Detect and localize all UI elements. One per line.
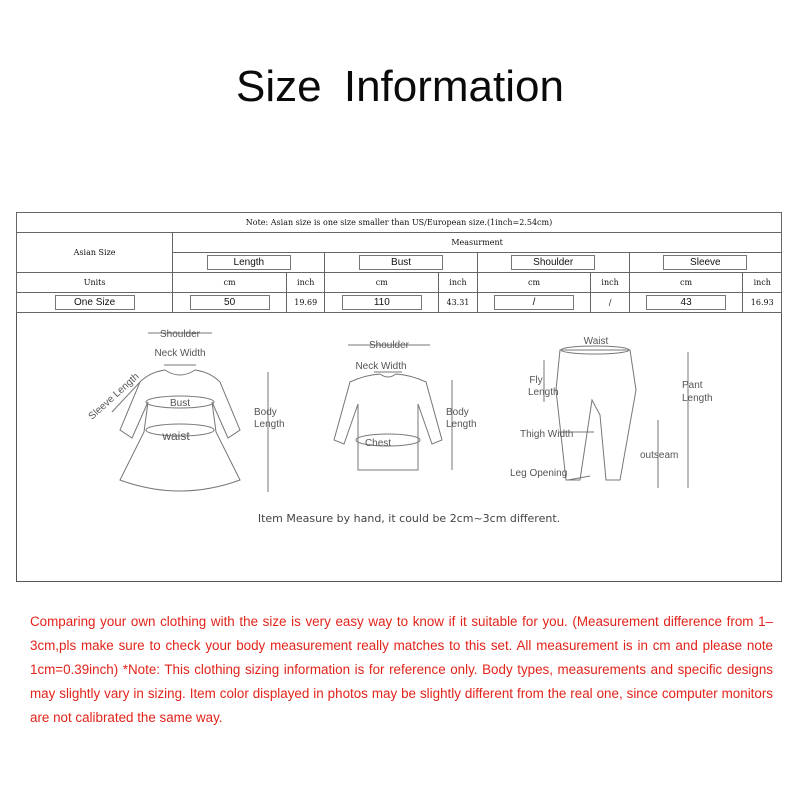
length-header [173,253,325,273]
asian-size-header: Asian Size [17,233,173,273]
pants-fly-label: Fly [529,375,543,386]
length-cm-value: 50 [190,295,270,310]
dress-length-label: Length [254,419,285,430]
shirt-neck-label: Neck Width [355,361,407,372]
table-row [17,293,782,313]
shoulder-cm-value: / [494,295,574,310]
unit-inch: inch [591,273,629,293]
bust-cm-value: 110 [342,295,422,310]
pants-fly-length-label: Length [528,387,559,398]
measurement-header: Measurment [173,233,782,253]
shoulder-label: Shoulder [511,255,595,270]
dress-body-label: Body [254,407,277,418]
dress-shoulder-label: Shoulder [159,329,201,340]
pants-leg-opening-label: Leg Opening [510,468,568,479]
pants-outseam-label: outseam [640,450,679,461]
dress-sleeve-label: Sleeve Length [86,371,142,423]
sleeve-header [629,253,781,273]
unit-cm: cm [477,273,591,293]
unit-inch: inch [743,273,782,293]
pants-thigh-label: Thigh Width [520,429,574,440]
shoulder-inch-value: / [591,293,629,313]
pants-pant-length-label: Length [682,393,713,404]
length-cm-cell [173,293,287,313]
sleeve-cm-value: 43 [646,295,726,310]
length-inch-value: 19.69 [286,293,324,313]
size-cell [17,293,173,313]
shoulder-cm-cell [477,293,591,313]
sleeve-cm-cell [629,293,743,313]
size-note: Note: Asian size is one size smaller than US/European size.(1inch=2.54cm) [17,213,782,233]
sleeve-label: Sleeve [663,255,747,270]
dress-bust-label: Bust [169,398,191,409]
diagrams-svg [80,320,720,510]
pants-diagram [544,346,688,488]
measurement-diagrams [80,320,720,510]
unit-cm: cm [325,273,439,293]
shirt-chest-label: Chest [364,438,392,449]
pants-pant-label: Pant [682,380,703,391]
shirt-length-label: Length [446,419,477,430]
hand-measure-note: Item Measure by hand, it could be 2cm~3cm different. [257,512,561,525]
shirt-shoulder-label: Shoulder [368,340,410,351]
dress-waist-label: waist [162,429,190,443]
shoulder-header [477,253,629,273]
unit-inch: inch [286,273,324,293]
unit-cm: cm [173,273,287,293]
unit-inch: inch [439,273,477,293]
dress-neck-label: Neck Width [154,348,206,359]
page-title: Size Information [236,62,564,111]
sizing-disclaimer: Comparing your own clothing with the size is very easy way to know if it suitable for you. (Measurement difference from 1– 3cm,pls make sure to check your body measurement really matches to this set. All measurement is in cm and please note 1cm=0.39inch) *Note: This clothing sizing information is for reference only. Body types, measurements and specific designs may slightly vary in sizing. Item color displayed in photos may be slightly different from the real one, since computer monitors are not calibrated the same way. [30,614,773,725]
bust-inch-value: 43.31 [439,293,477,313]
bust-header [325,253,477,273]
bust-cm-cell [325,293,439,313]
unit-cm: cm [629,273,743,293]
shirt-outline-icon [334,374,442,470]
size-table [16,212,782,313]
sleeve-inch-value: 16.93 [743,293,782,313]
leg-opening-measure-line [568,476,590,480]
bust-label: Bust [359,255,443,270]
units-label: Units [17,273,173,293]
size-value: One Size [55,295,135,310]
length-label: Length [207,255,291,270]
shirt-body-label: Body [446,407,469,418]
pants-outline-icon [556,350,636,480]
pants-waist-label: Waist [583,336,609,347]
